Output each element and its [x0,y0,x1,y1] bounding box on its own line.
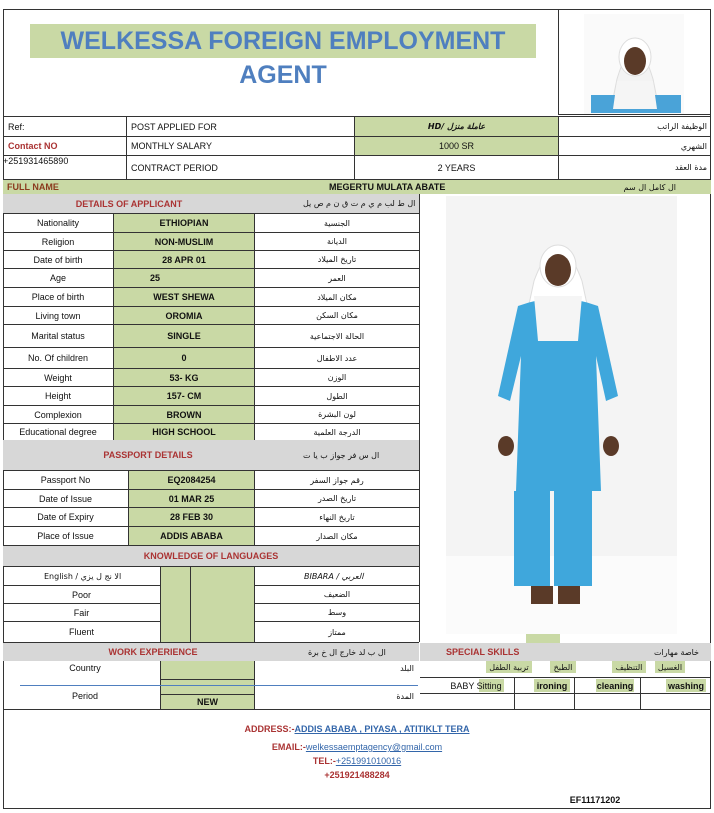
agency-title: WELKESSA FOREIGN EMPLOYMENT AGENT [30,24,536,58]
languages-section-header [3,546,419,566]
applicant-row-label: Height [44,391,71,401]
passport-row-arabic: مكان الصدار [316,531,358,541]
skill-arabic-label: التنظيف [612,661,646,673]
passport-section-header [3,440,419,470]
applicant-row-label: Living town [35,310,81,321]
salary-arabic: الشهري [680,141,707,151]
applicant-row-label: Place of birth [31,292,85,302]
applicant-row-value: SINGLE [114,325,254,347]
passport-row-label: Place of Issue [37,531,94,541]
passport-row-label: Date of Expiry [37,512,94,522]
skill-arabic-label: تربية الطفل [486,661,532,673]
skill-arabic-label: الطبخ [550,661,576,673]
languages-header-label: KNOWLEDGE OF LANGUAGES [143,551,279,561]
applicant-small-photo [559,9,712,115]
passport-row-value: 28 FEB 30 [129,508,254,526]
applicant-row-label: Nationality [36,218,80,228]
email-label: EMAIL:- [271,742,306,752]
passport-row-label: Date of Issue [38,493,93,504]
contract-arabic: مدة العقد [675,163,707,172]
applicant-row-value: BROWN [114,406,254,423]
applicant-row-value: WEST SHEWA [114,288,254,306]
skill-label: ironing [534,679,570,692]
passport-row-arabic: تاريخ الصدر [317,494,357,503]
applicant-row-arabic: الجنسية [323,218,351,228]
post-value: HD/ عاملة منزل [355,117,558,136]
applicant-row-label: Religion [41,236,75,247]
applicant-row-arabic: الوزن [327,373,347,382]
lang-english-cells [161,567,190,642]
full-name-value: MEGERTU MULATA ABATE [329,182,446,192]
applicant-row-value: 28 APR 01 [114,251,254,268]
applicant-row-arabic: الطول [326,391,348,401]
passport-header-arabic: ال س فر جواز ب يا ت [303,450,380,460]
applicant-row-arabic: مكان الميلاد [317,292,357,302]
lang-arabic-cells [191,567,254,642]
tel-label: TEL:- [312,756,336,766]
applicant-row-arabic: الحالة الاجتماعية [309,331,365,341]
footer-email [3,740,711,754]
passport-row-value: ADDIS ABABA [129,527,254,545]
applicant-row-arabic: الديانة [326,237,348,246]
applicant-header-label: DETAILS OF APPLICANT [75,198,183,209]
passport-row-arabic: تاريخ النهاء [319,512,355,522]
address-label: ADDRESS:- [244,724,295,734]
email-link[interactable]: welkessaemptagency@gmail.com [305,742,443,752]
language-level-label: Fluent [68,627,94,637]
applicant-full-photo [446,196,677,634]
applicant-full-photo-figure [446,196,677,634]
applicant-row-value: NON-MUSLIM [114,233,254,250]
footer-address [3,722,711,736]
applicant-row-value: 53- KG [114,369,254,386]
work-header-label: WORK EXPERIENCE [108,647,198,657]
post-label: POST APPLIED FOR [131,121,217,132]
footer-tel [3,754,711,768]
applicant-row-arabic: لون البشرة [318,410,356,419]
skill-label: washing [667,680,704,691]
work-period-arabic: المدة [396,691,414,701]
passport-row-value: EQ2084254 [129,471,254,489]
applicant-row-label: No. Of children [27,353,89,363]
contract-label: CONTRACT PERIOD [131,162,218,173]
passport-row-label: Passport No [40,475,91,485]
applicant-row-value: 25 [114,269,254,287]
skills-section-header [420,643,711,661]
applicant-row-arabic: الدرجة العلمية [313,427,361,437]
applicant-section-header [3,194,419,213]
applicant-row-label: Educational degree [19,427,97,437]
language-level-arabic: وسط [327,608,347,617]
applicant-row-value: OROMIA [114,307,254,324]
salary-label: MONTHLY SALARY [131,141,213,151]
document-code: EF11171202 [569,795,621,805]
address-value: ADDIS ABABA , PIYASA , ATITIKLT TERA [294,724,470,734]
applicant-header-arabic: ال ط لب م ي م ت ق ن م ص يل [303,199,416,208]
lang-english-label: English / الا نج ل يزي [44,571,122,581]
applicant-row-label: Complexion [34,409,82,420]
work-value: NEW [197,697,218,707]
full-name-arabic: ال كامل ال سم [623,182,676,192]
skills-header-label: SPECIAL SKILLS [446,647,520,657]
post-arabic: الوظيفة الراتب [657,122,707,131]
passport-row-value: 01 MAR 25 [129,490,254,507]
applicant-row-arabic: العمر [328,273,346,283]
work-country-arabic: البلد [400,663,414,673]
contact-label: Contact NO [8,141,58,151]
applicant-row-arabic: مكان السكن [316,311,358,320]
applicant-row-label: Weight [44,372,72,383]
applicant-row-label: Age [49,273,66,283]
tel-link[interactable]: +251991010016 [335,756,402,766]
work-country-label: Country [69,663,101,673]
passport-row-arabic: رقم جواز السفر [310,475,364,485]
contract-value: 2 YEARS [437,162,476,173]
passport-header-label: PASSPORT DETAILS [103,450,193,460]
applicant-row-label: Marital status [31,331,85,341]
salary-value: 1000 SR [355,137,558,155]
tel-value-2: +251921488284 [324,770,390,780]
applicant-row-value: HIGH SCHOOL [114,424,254,440]
applicant-row-arabic: عدد الاطفال [316,353,358,363]
language-level-arabic: الضعيف [323,590,351,599]
language-level-label: Poor [71,589,91,600]
small-photo-box [558,9,711,115]
work-section-header [3,643,419,661]
skills-header-arabic: خاصة مهارات [653,647,699,657]
applicant-row-value: 157- CM [114,387,254,405]
skill-label: BABY Sitting [448,679,504,692]
full-name-label: FULL NAME [7,182,59,192]
work-period-label: Period [71,691,98,701]
applicant-row-value: 0 [114,348,254,368]
work-header-arabic: ال ب لد خارج ال خ برة [308,647,386,657]
skill-arabic-label: الغسيل [655,661,685,673]
lang-arabic-label: BIBARA / العربي [304,571,364,581]
ref-label: Ref: [8,121,25,132]
applicant-row-value: ETHIOPIAN [114,214,254,232]
language-level-arabic: ممتاز [328,627,346,637]
skill-label: cleaning [596,680,634,691]
contact-value: +251931465890 [3,156,69,166]
language-level-label: Fair [73,607,90,618]
applicant-row-arabic: تاريخ الميلاد [317,255,357,264]
applicant-row-label: Date of birth [33,254,83,265]
